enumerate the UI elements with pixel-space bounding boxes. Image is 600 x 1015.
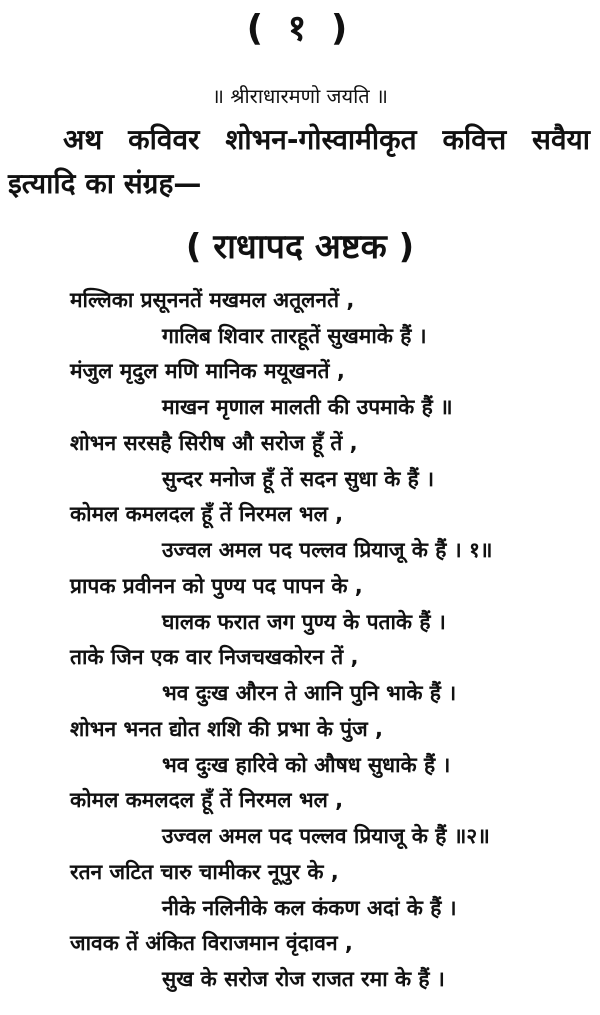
verse-line: रतन जटित चारु चामीकर नूपुर के , [70,860,339,884]
verse-line: उज्वल अमल पद पल्लव प्रियाजू के हैं ॥२॥ [162,824,490,848]
chapter-heading: अथ कविवर शोभन-गोस्वामीकृत कवित्त सवैया इत्यादि का संग्रह— [8,123,590,200]
verse-line: प्रापक प्रवीनन को पुण्य पद पापन के , [70,574,363,598]
verse-line: शोभन भनत द्योत शशि की प्रभा के पुंज , [70,717,383,741]
invocation-line: ॥ श्रीराधारमणो जयति ॥ [211,84,388,108]
verse-line: ताके जिन एक वार निजचखकोरन तें , [70,645,359,669]
verse-line: माखन मृणाल मालती की उपमाके हैं ॥ [162,395,453,419]
verse-line: कोमल कमलदल हूँ तें निरमल भल , [70,788,344,812]
verse-line: उज्वल अमल पद पल्लव प्रियाजू के हैं । १॥ [162,538,493,562]
section-title: ( राधापद अष्टक ) [185,227,415,267]
page-number: ( १ ) [246,8,354,49]
verse-line: मंजुल मृदुल मणि मानिक मयूखनतें , [70,359,345,383]
verse-line: भव दुःख हारिवे को औषध सुधाके हैं । [162,753,451,777]
verse-line: शोभन सरसहै सिरीष औ सरोज हूँ तें , [70,431,358,455]
verse-line: जावक तें अंकित विराजमान वृंदावन , [70,931,353,955]
verse-line: सुन्दर मनोज हूँ तें सदन सुधा के हैं । [162,467,435,491]
verse-line: सुख के सरोज रोज राजत रमा के हैं । [162,967,445,991]
verse-line: कोमल कमलदल हूँ तें निरमल भल , [70,502,344,526]
verse-line: गालिब शिवार तारहूतें सुखमाके हैं । [162,324,427,348]
verse-line: भव दुःख औरन ते आनि पुनि भाके हैं । [162,681,457,705]
verse-line: मल्लिका प्रसूननतें मखमल अतूलनतें , [70,288,355,312]
verse-line: नीके नलिनीके कल कंकण अदां के हैं । [162,896,457,920]
verse-line: घालक फरात जग पुण्य के पताके हैं । [162,610,446,634]
